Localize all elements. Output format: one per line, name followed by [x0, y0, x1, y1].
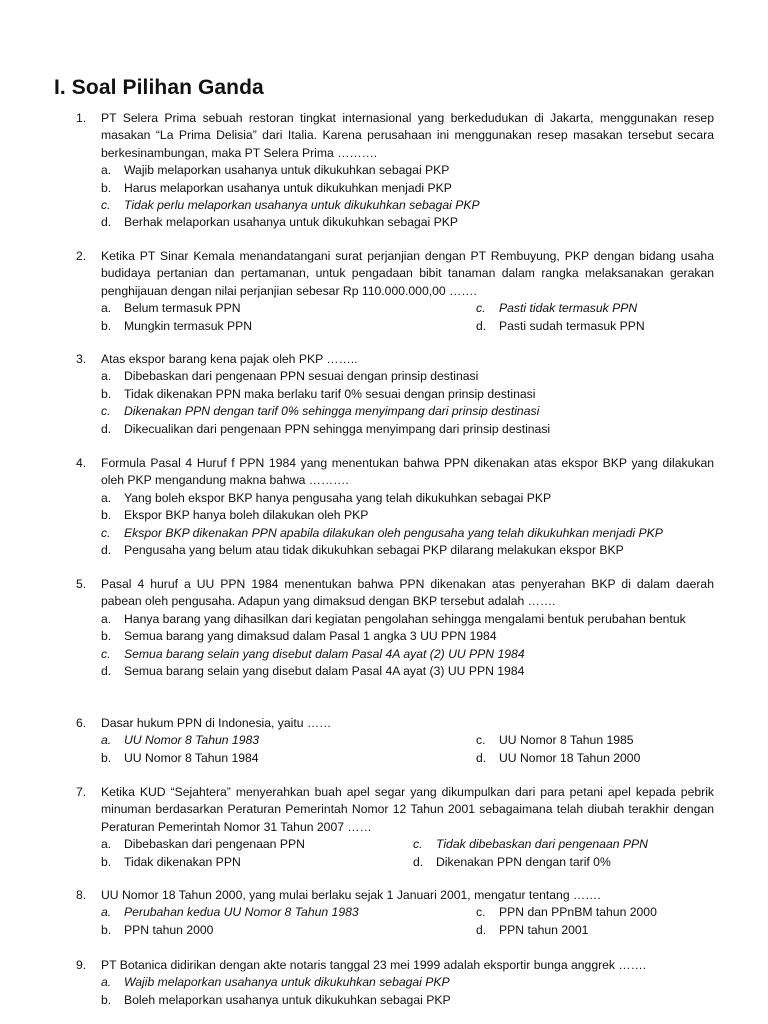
- question-9: [76, 957, 714, 1009]
- question-1: [76, 110, 714, 232]
- option-d: d. Dikenakan PPN dengan tarif 0%: [413, 854, 611, 869]
- option-b: b. Tidak dikenakan PPN maka berlaku tarif 0% sesuai dengan prinsip destinasi: [101, 386, 536, 401]
- question-5: [76, 576, 714, 680]
- question-2: [76, 248, 714, 335]
- option-a: a. Belum termasuk PPN: [101, 301, 241, 316]
- option-c: c. UU Nomor 8 Tahun 1985: [476, 733, 634, 748]
- question-number: 2.: [76, 249, 87, 263]
- option-d: d. Pasti sudah termasuk PPN: [476, 318, 645, 333]
- question-text: Pasal 4 huruf a UU PPN 1984 menentukan bahwa PPN dikenakan atas penyerahan BKP di dalam daerah pabean oleh pengusaha. Adapun yang dimaksud dengan BKP tersebut adalah …….: [101, 577, 714, 609]
- option-d: d. Semua barang selain yang disebut dalam Pasal 4A ayat (3) UU PPN 1984: [101, 664, 525, 679]
- question-3: [76, 351, 714, 438]
- option-a: a. Yang boleh ekspor BKP hanya pengusaha yang telah dikukuhkan sebagai PKP: [101, 490, 552, 505]
- question-text: UU Nomor 18 Tahun 2000, yang mulai berlaku sejak 1 Januari 2001, mengatur tentang …….: [101, 888, 601, 902]
- option-a: a. Wajib melaporkan usahanya untuk dikukuhkan sebagai PKP: [101, 163, 450, 178]
- option-d: d. Pengusaha yang belum atau tidak dikukuhkan sebagai PKP dilarang melakukan ekspor BKP: [101, 543, 624, 558]
- option-b: b. PPN tahun 2000: [101, 922, 214, 937]
- question-number: 7.: [76, 785, 87, 799]
- question-text: Formula Pasal 4 Huruf f PPN 1984 yang menentukan bahwa PPN dikenakan atas ekspor BKP yang dilakukan oleh PKP mengandung makna bahwa ……….: [101, 456, 714, 488]
- option-c: c. PPN dan PPnBM tahun 2000: [476, 905, 657, 920]
- option-b: b. UU Nomor 8 Tahun 1984: [101, 750, 259, 765]
- question-number: 9.: [76, 958, 87, 972]
- option-c-answer: c. Ekspor BKP dikenakan PPN apabila dilakukan oleh pengusaha yang telah dikukuhkan menjadi PKP: [101, 525, 663, 540]
- option-b: b. Semua barang yang dimaksud dalam Pasal 1 angka 3 UU PPN 1984: [101, 629, 497, 644]
- question-number: 5.: [76, 577, 87, 591]
- option-a: a. Dibebaskan dari pengenaan PPN sesuai dengan prinsip destinasi: [101, 369, 479, 384]
- option-b: b. Ekspor BKP hanya boleh dilakukan oleh PKP: [101, 508, 369, 523]
- question-text: Ketika KUD “Sejahtera” menyerahkan buah apel segar yang dikumpulkan dari para petani apel kepada pebrik minuman berdasarkan Peraturan Pemerintah Nomor 12 Tahun 2001 sebagaimana telah diubah terakhir dengan Peraturan Pemerintah Nomor 31 Tahun 2007 ……: [101, 785, 714, 834]
- option-a: a. Hanya barang yang dihasilkan dari kegiatan pengolahan sehingga mengalami bentuk perubahan bentuk: [101, 611, 686, 626]
- question-text: PT Botanica didirikan dengan akte notaris tanggal 23 mei 1999 adalah eksportir bunga anggrek …….: [101, 958, 647, 972]
- question-6: [76, 715, 714, 767]
- question-number: 8.: [76, 888, 87, 902]
- option-a: a. Dibebaskan dari pengenaan PPN: [101, 837, 305, 852]
- question-text: Ketika PT Sinar Kemala menandatangani surat perjanjian dengan PT Rembuyung, PKP dengan bidang usaha budidaya pertanian dan pertamanan, untuk pengadaan bibit tanaman dalam rangka melaksanakan gerakan penghijauan dengan nilai perjanjian sebesar Rp 110.000.000,00 …….: [101, 249, 714, 298]
- option-c-answer: c. Tidak dibebaskan dari pengenaan PPN: [413, 837, 648, 852]
- question-number: 6.: [76, 716, 87, 730]
- question-8: [76, 887, 714, 939]
- option-d: d. Berhak melaporkan usahanya untuk dikukuhkan sebagai PKP: [101, 215, 459, 230]
- option-d: d. Dikecualikan dari pengenaan PPN sehingga menyimpang dari prinsip destinasi: [101, 421, 551, 436]
- option-b: b. Mungkin termasuk PPN: [101, 318, 253, 333]
- option-b: b. Tidak dikenakan PPN: [101, 854, 241, 869]
- question-text: PT Selera Prima sebuah restoran tingkat internasional yang berkedudukan di Jakarta, menggunakan resep masakan “La Prima Delisia” dari Italia. Karena perusahaan ini menggunakan resep masakan tersebut secara berkesinambungan, maka PT Selera Prima ……….: [101, 111, 714, 160]
- option-b: b. Boleh melaporkan usahanya untuk dikukuhkan sebagai PKP: [101, 992, 451, 1007]
- section-title: I. Soal Pilihan Ganda: [54, 76, 264, 99]
- question-number: 3.: [76, 352, 87, 366]
- option-a-answer: a. UU Nomor 8 Tahun 1983: [101, 733, 260, 748]
- option-a-answer: a. Wajib melaporkan usahanya untuk dikukuhkan sebagai PKP: [101, 975, 450, 990]
- question-text: Dasar hukum PPN di Indonesia, yaitu ……: [101, 716, 332, 730]
- option-b: b. Harus melaporkan usahanya untuk dikukuhkan menjadi PKP: [101, 180, 452, 195]
- option-c-answer: c. Pasti tidak termasuk PPN: [476, 301, 638, 316]
- question-4: [76, 455, 714, 559]
- option-a-answer: a. Perubahan kedua UU Nomor 8 Tahun 1983: [101, 905, 359, 920]
- question-text: Atas ekspor barang kena pajak oleh PKP ……..: [101, 352, 358, 366]
- option-d: d. UU Nomor 18 Tahun 2000: [476, 750, 641, 765]
- option-c-answer: c. Semua barang selain yang disebut dalam Pasal 4A ayat (2) UU PPN 1984: [101, 646, 525, 661]
- option-c-answer: c. Dikenakan PPN dengan tarif 0% sehingga menyimpang dari prinsip destinasi: [101, 404, 540, 419]
- question-number: 4.: [76, 456, 87, 470]
- option-c-answer: c. Tidak perlu melaporkan usahanya untuk dikukuhkan sebagai PKP: [101, 198, 480, 213]
- option-d: d. PPN tahun 2001: [476, 922, 589, 937]
- question-number: 1.: [76, 111, 87, 125]
- question-7: [76, 784, 714, 871]
